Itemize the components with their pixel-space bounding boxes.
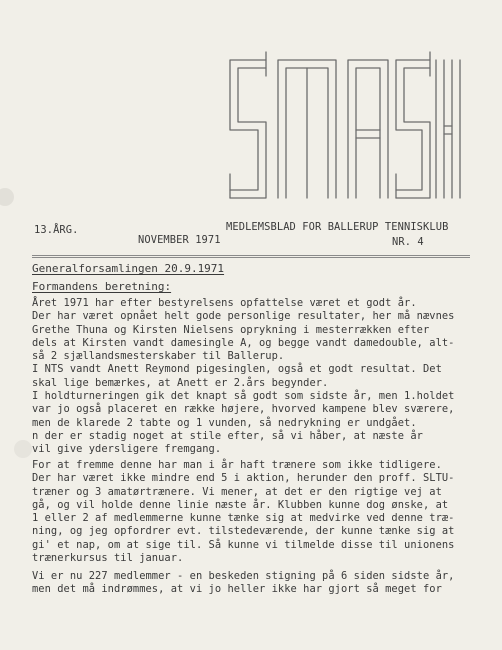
text-line: For at fremme denne har man i år haft trænere som ikke tidligere. [32,459,442,471]
punch-hole [0,188,14,206]
text-line: træner og 3 amatørtrænere. Vi mener, at det er den rigtige vej at [32,485,442,498]
text-line: dels at Kirsten vandt damesingle A, og begge vandt damedouble, alt- [32,336,455,349]
text-line: vil give ydersligere fremgang. [32,443,222,456]
text-line: ning, og jeg opfordrer evt. tilstedeværende, der kunne tænke sig at [32,525,455,538]
publication-subtitle: MEDLEMSBLAD FOR BALLERUP TENNISKLUB [226,221,449,233]
text-line: gå, og vil holde denne linie næste år. Klubben kunne dog ønske, at [32,498,449,511]
text-line: I holdturneringen gik det knapt så godt som sidste år, men 1.holdet [32,390,455,403]
text-line: var jo også placeret en række højere, hvorved kampene blev sværere, [32,403,455,416]
text-line: Vi er nu 227 medlemmer - en beskeden stigning på 6 siden sidste år, [32,570,455,582]
text-line: skal lige bemærkes, at Anett er 2.års begynder. [32,376,329,389]
text-line: Grethe Thuna og Kirsten Nielsens oprykning i mesterrækken efter [32,323,430,336]
text-line: Der har været opnået helt gode personlige resultater, her må nævnes [32,310,455,323]
paragraph [32,459,477,565]
text-line: n der er stadig noget at stile efter, så vi håber, at næste år [32,429,423,442]
text-line: 1 eller 2 af medlemmerne kunne tænke sig at medvirke ved denne træ- [32,512,455,525]
section-heading-report: Formandens beretning: [32,280,172,293]
text-line: men de klarede 2 tabte og 1 vunden, så nedrykning er undgået. [32,416,417,429]
divider-line [32,257,470,258]
text-line: Året 1971 har efter bestyrelsens opfattelse været et godt år. [32,297,417,309]
paragraph [32,297,477,457]
text-line: så 2 sjællandsmesterskaber til Ballerup. [32,350,285,363]
issue-number: NR. 4 [392,236,424,248]
paragraph [32,570,477,597]
text-line: Der har været ikke mindre end 5 i aktion, herunder den proff. SLTU- [32,472,455,485]
section-heading-meeting: Generalforsamlingen 20.9.1971 [32,262,225,275]
smash-logo [226,48,462,208]
text-line: I NTS vandt Anett Reymond pigesinglen, også et godt resultat. Det [32,363,442,376]
punch-hole [14,440,32,458]
volume-label: 13.ÅRG. [34,224,79,236]
issue-date: NOVEMBER 1971 [138,234,221,246]
divider-line [32,255,470,256]
text-line: trænerkursus til januar. [32,552,184,565]
text-line: gi' et nap, om at sige til. Så kunne vi tilmelde disse til unionens [32,538,455,551]
text-line: men det må indrømmes, at vi jo heller ikke har gjort så meget for [32,583,442,596]
